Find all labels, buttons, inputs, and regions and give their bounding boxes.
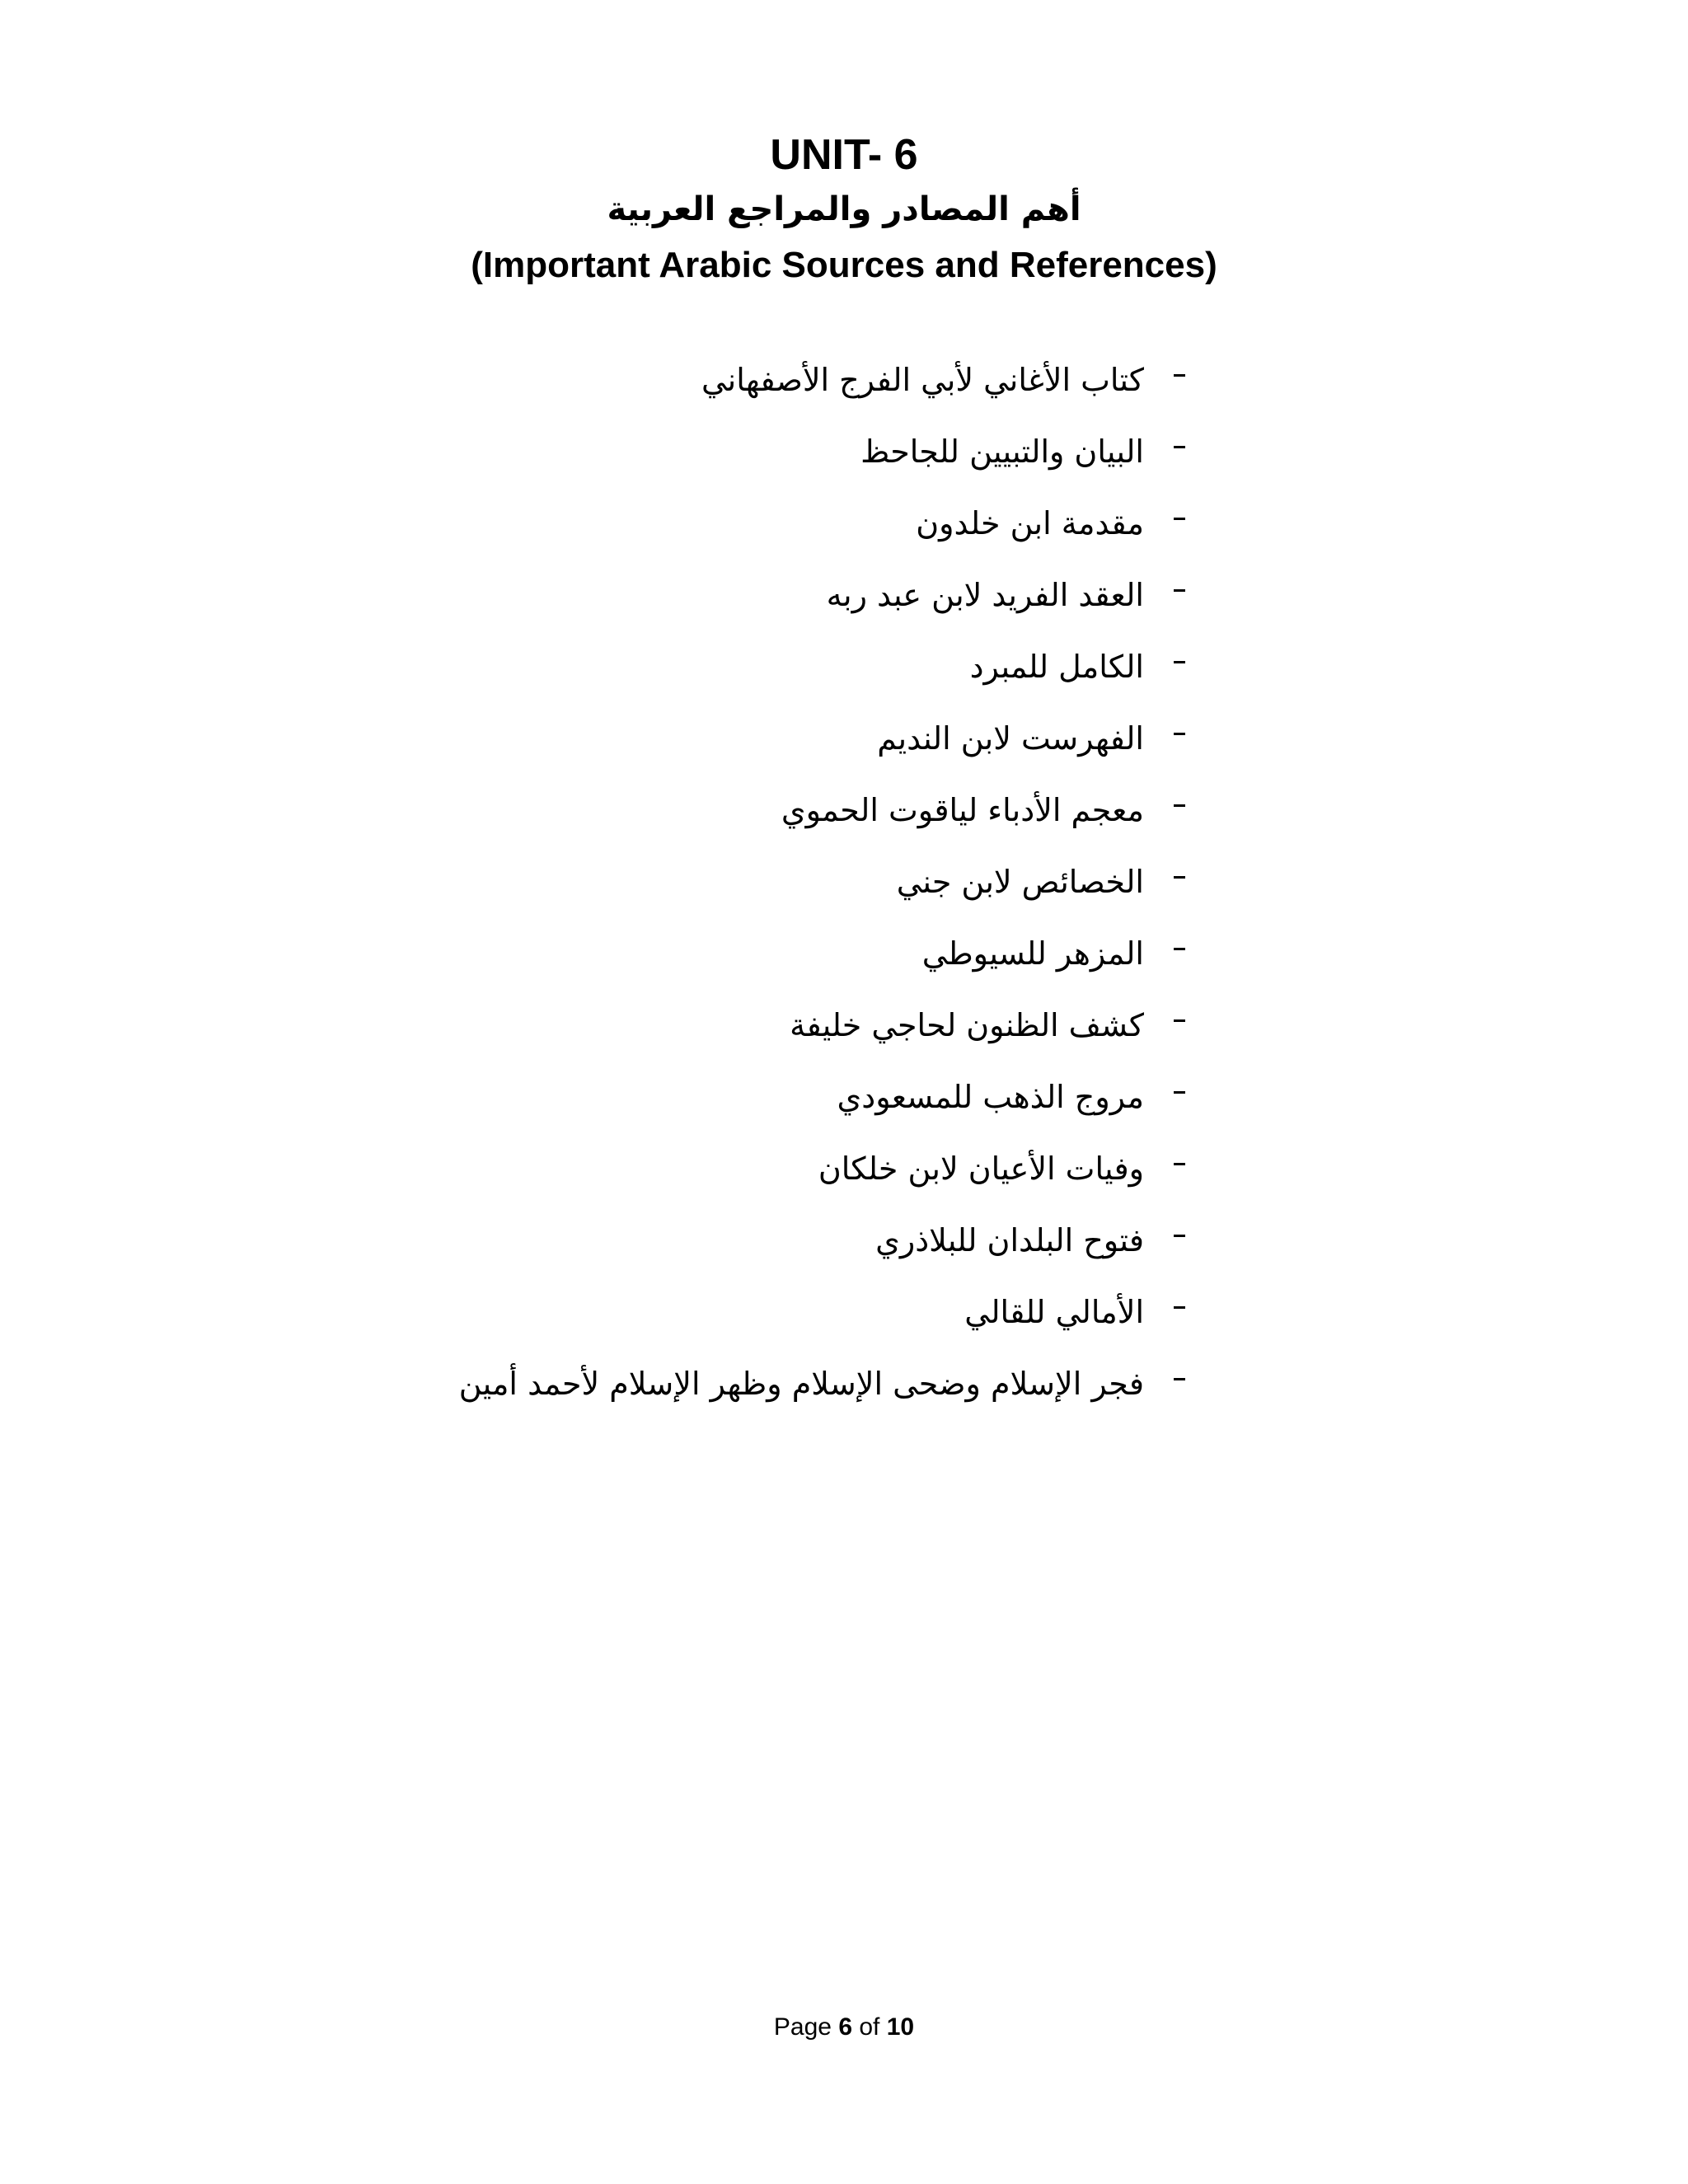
source-title: فجر الإسلام وضحى الإسلام وظهر الإسلام لأحمد أمين: [458, 1366, 1144, 1402]
dash-bullet: [1174, 1235, 1185, 1237]
source-title: وفيات الأعيان لابن خلكان: [818, 1151, 1144, 1187]
dash-bullet: [1174, 733, 1185, 735]
dash-bullet: [1174, 1378, 1185, 1380]
source-item: [0, 933, 1688, 1005]
source-title: المزهر للسيوطي: [921, 935, 1144, 972]
dash-bullet: [1174, 1306, 1185, 1309]
source-item: [0, 1220, 1688, 1291]
source-title: الخصائص لابن جني: [896, 864, 1144, 900]
source-item: [0, 718, 1688, 790]
page-number: 6: [838, 2013, 852, 2041]
source-title: كتاب الأغاني لأبي الفرج الأصفهاني: [701, 362, 1144, 398]
source-item: [0, 1291, 1688, 1363]
dash-bullet: [1174, 518, 1185, 520]
source-title: الكامل للمبرد: [969, 649, 1144, 685]
source-item: [0, 574, 1688, 646]
source-title: الفهرست لابن النديم: [877, 720, 1144, 757]
source-title: كشف الظنون لحاجي خليفة: [790, 1007, 1144, 1043]
dash-bullet: [1174, 661, 1185, 663]
source-item: [0, 1076, 1688, 1148]
source-item: [0, 359, 1688, 431]
source-item: [0, 431, 1688, 503]
source-title: البيان والتبيين للجاحظ: [860, 434, 1144, 470]
dash-bullet: [1174, 1163, 1185, 1165]
source-item: [0, 503, 1688, 574]
dash-bullet: [1174, 1019, 1185, 1022]
source-title: مقدمة ابن خلدون: [916, 505, 1144, 541]
sources-list: [0, 359, 1688, 1435]
page-prefix: Page: [773, 2013, 832, 2041]
dash-bullet: [1174, 589, 1185, 592]
english-title: (Important Arabic Sources and References): [471, 245, 1217, 285]
page-total: 10: [886, 2013, 915, 2041]
dash-bullet: [1174, 1091, 1185, 1094]
source-item: [0, 646, 1688, 718]
source-item: [0, 1363, 1688, 1435]
unit-heading: UNIT- 6: [770, 131, 918, 179]
page-footer: [0, 2011, 1688, 2044]
dash-bullet: [1174, 804, 1185, 807]
source-item: [0, 1148, 1688, 1220]
dash-bullet: [1174, 446, 1185, 448]
source-item: [0, 790, 1688, 861]
of-label: of: [859, 2013, 880, 2041]
arabic-title: أهم المصادر والمراجع العربية: [607, 190, 1081, 228]
source-item: [0, 861, 1688, 933]
source-title: فتوح البلدان للبلاذري: [875, 1222, 1144, 1258]
source-title: مروج الذهب للمسعودي: [837, 1079, 1144, 1115]
dash-bullet: [1174, 876, 1185, 879]
dash-bullet: [1174, 374, 1185, 377]
source-title: العقد الفريد لابن عبد ربه: [826, 577, 1144, 613]
source-title: معجم الأدباء لياقوت الحموي: [781, 792, 1144, 828]
source-title: الأمالي للقالي: [964, 1294, 1144, 1330]
dash-bullet: [1174, 948, 1185, 950]
source-item: [0, 1005, 1688, 1076]
